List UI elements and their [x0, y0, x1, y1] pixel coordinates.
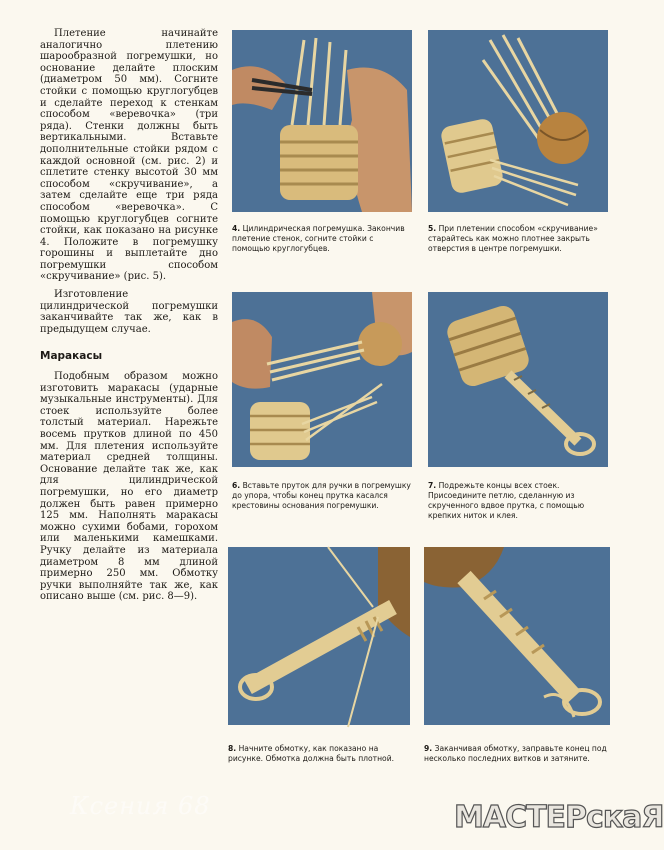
caption-4: 4. Цилиндрическая погремушка. Закончив плетение стенок, согните стойки с помощью круглогубцев.: [232, 224, 405, 253]
photo-maraca-with-loop-handle-icon: [428, 292, 608, 467]
photo-hands-pliers-cylinder-rattle-icon: [232, 30, 412, 212]
paragraph-2: Изготовление цилиндрической погремушки заканчивайте так же, как в предыдущем случае.: [40, 289, 218, 335]
article-text-column: [40, 28, 218, 609]
photo-8: [228, 547, 410, 725]
photo-handle-wrapping-start-icon: [228, 547, 410, 725]
caption-6: 6. Вставьте пруток для ручки в погремушку до упора, чтобы конец прутка касался крестовины основания погремушки.: [232, 481, 411, 510]
caption-7: 7. Подрежьте концы всех стоек. Присоедините петлю, сделанную из скрученного вдвое прутка, с помощью крепких ниток и клея.: [428, 481, 585, 520]
photo-hands-inserting-handle-icon: [232, 292, 412, 467]
caption-5: 5. При плетении способом «скручивание» старайтесь как можно плотнее закрыть отверстия в центре погремушки.: [428, 224, 598, 253]
section-heading: Маракасы: [40, 350, 103, 363]
photo-9: [424, 547, 610, 725]
signature-watermark: Ксения 68: [70, 792, 211, 820]
photo-4: [232, 30, 412, 212]
caption-9: 9. Заканчивая обмотку, заправьте конец под несколько последних витков и затяните.: [424, 744, 607, 763]
photo-5: [428, 30, 608, 212]
photo-two-rattles-ball-and-cylinder-icon: [428, 30, 608, 212]
photo-7: [428, 292, 608, 467]
caption-8: 8. Начните обмотку, как показано на рисунке. Обмотка должна быть плотной.: [228, 744, 395, 763]
masterskaya-logo: МАСТЕРскаЯ: [454, 800, 664, 835]
paragraph-3: Подобным образом можно изготовить маракасы (ударные музыкальные инструменты). Для стоек используйте более толстый материал. Нарежьте восемь прутков длиной по 450 мм. Для плетения используйте материал средней толщины. Основание делайте так же, как для цилиндрической погремушки, но его диаметр должен быть равен примерно 125 мм. Наполнять маракасы можно сухими бобами, горохом или маленькими камешками. Ручку делайте из материала диаметром 8 мм длиной примерно 250 мм. Обмотку ручки выполняйте так же, как описано выше (см. рис. 8—9).: [40, 371, 218, 603]
photo-6: [232, 292, 412, 467]
photo-handle-wrapping-finish-icon: [424, 547, 610, 725]
paragraph-1: Плетение начинайте аналогично плетению шарообразной погремушки, но основание делайте плоским (диаметром 50 мм). Согните стойки с помощью круглогубцев и сделайте переход к стенкам способом «веревочка» (три ряда). Стенки должны быть вертикальными. Вставьте дополнительные стойки рядом с каждой основной (см. рис. 2) и сплетите стенку высотой 30 мм способом «скручивание», а затем сделайте еще три ряда способом «веревочка». С помощью круглогубцев согните стойки, как показано на рисунке 4. Положите в погремушку горошины и выплетайте дно погремушки способом «скручивание» (рис. 5).: [40, 28, 218, 283]
